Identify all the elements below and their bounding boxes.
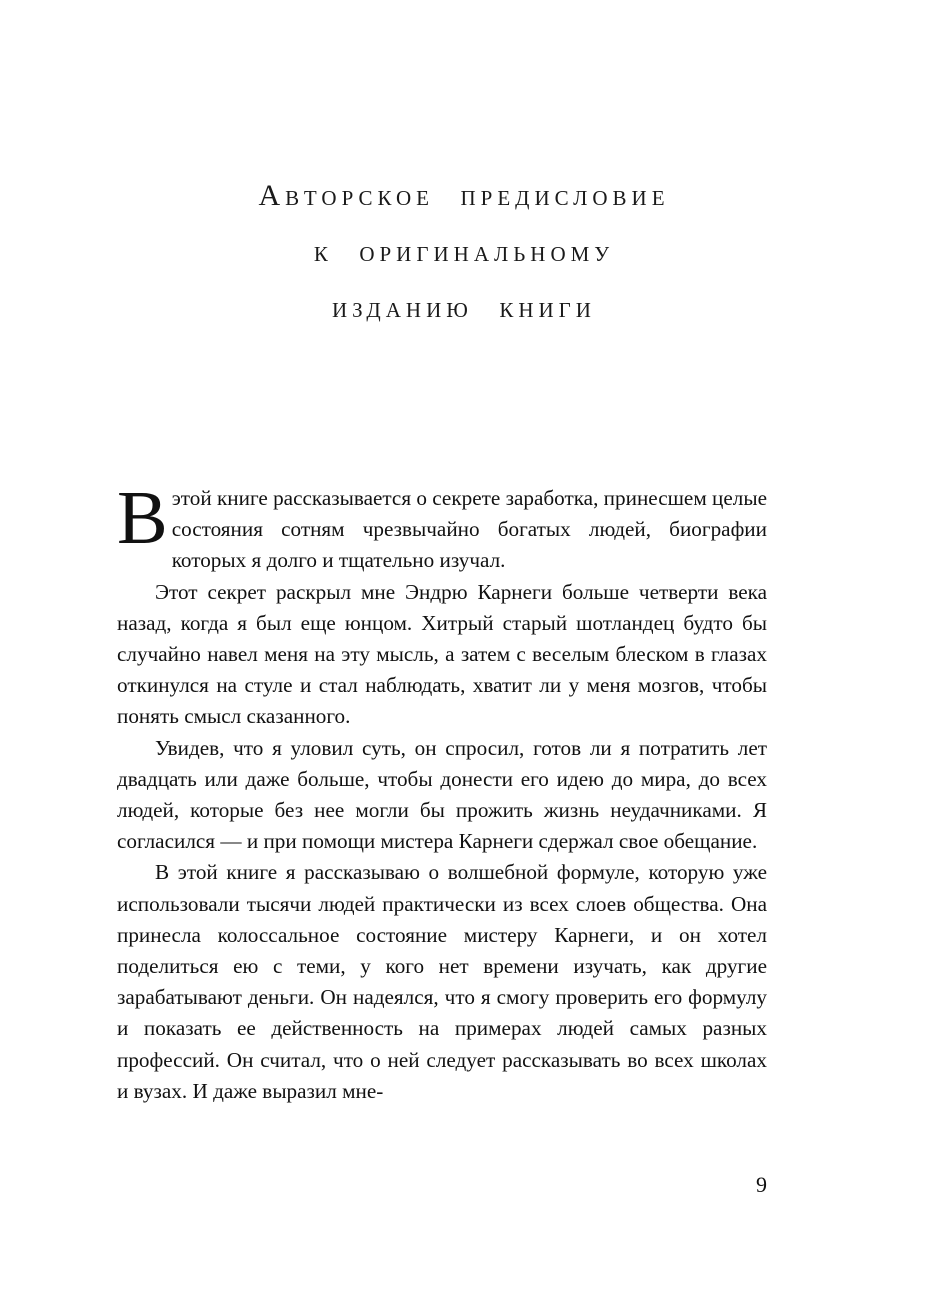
chapter-title-line-2: к оригинальному (313, 235, 615, 268)
paragraph-4: В этой книге я рассказываю о волшебной формуле, которую уже использовали тысячи людей практически из всех слоев общества. Она принесла колоссальное состояние мистеру Карнеги, и он хотел поделиться ею с теми, у кого нет времени изучать, как другие зарабатывают деньги. Он надеялся, что я смогу проверить его формулу и показать ее действенность на примерах людей самых разных профессий. Он считал, что о ней следует рассказывать во всех школах и вузах. И даже выразил мне- (117, 860, 767, 1103)
paragraph-2: Этот секрет раскрыл мне Эндрю Карнеги больше четверти века назад, когда я был еще юнцом. Хитрый старый шотландец будто бы случайно навел меня на эту мысль, а затем с веселым блеском в глазах откинулся на стуле и стал наблюдать, хватит ли у меня мозгов, чтобы понять смысл сказанного. (117, 579, 767, 729)
body-text (117, 476, 768, 1107)
paragraph-1 (117, 476, 768, 577)
paragraph-1-text: этой книге рассказывается о секрете заработка, принесшем целые состояния сотням чрезвычайно богатых людей, биографии которых я долго и тщательно изучал. (171, 486, 768, 573)
chapter-title-line-3: изданию книги (332, 291, 596, 324)
chapter-title (0, 168, 928, 336)
drop-cap: В (117, 476, 168, 560)
page-number: 9 (756, 1172, 767, 1197)
paragraph-3: Увидев, что я уловил суть, он спросил, готов ли я потратить лет двадцать или даже больше, чтобы донести его идею до мира, до всех людей, которые без нее могли бы прожить жизнь неудачниками. Я согласился — и при помощи мистера Карнеги сдержал свое обещание. (117, 735, 767, 854)
chapter-title-line-1: Авторское предисловие (258, 179, 670, 212)
